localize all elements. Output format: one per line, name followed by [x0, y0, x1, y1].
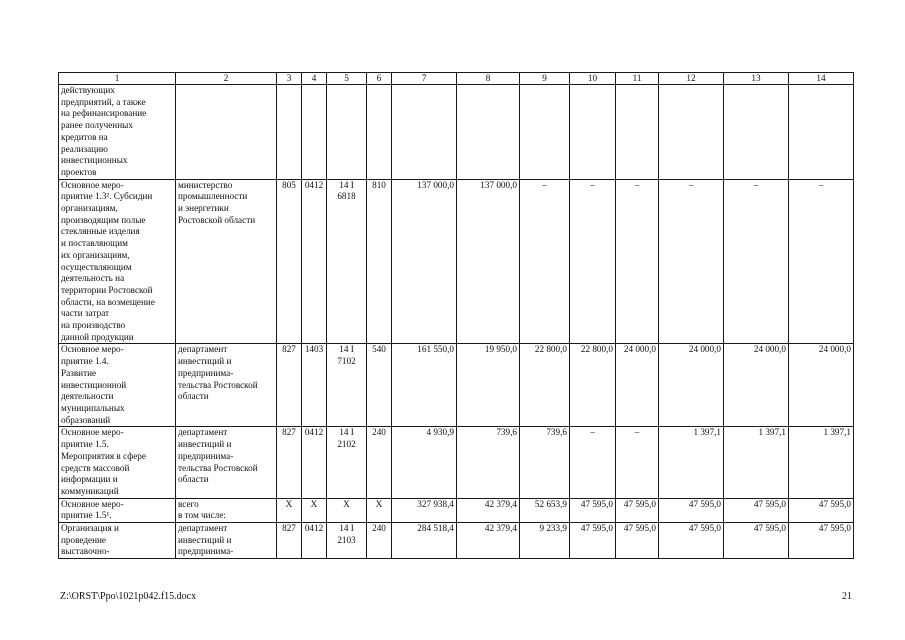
column-header: 9: [520, 73, 570, 85]
cell: 24 000,0: [789, 344, 854, 427]
cell: [616, 85, 659, 180]
cell: 0412: [302, 523, 327, 559]
column-header: 14: [789, 73, 854, 85]
column-header: 8: [457, 73, 520, 85]
cell: 1 397,1: [789, 427, 854, 498]
cell: [392, 85, 457, 180]
cell: 827: [277, 427, 302, 498]
measure-name: Основное меро- приятие 1.3². Субсидии организациям, производящим полые стеклянные изделия и поставляющим их организациям, осуществляющим деятельность на территории Ростовской области, на возмещение части затрат на производство данной продукции: [59, 179, 176, 344]
cell: –: [659, 179, 724, 344]
cell: 22 800,0: [520, 344, 570, 427]
cell: 805: [277, 179, 302, 344]
cell: [302, 85, 327, 180]
cell: 47 595,0: [789, 523, 854, 559]
measure-name: Основное меро- приятие 1.4. Развитие инвестиционной деятельности муниципальных образований: [59, 344, 176, 427]
cell: 22 800,0: [570, 344, 616, 427]
executor: министерство промышленности и энергетики Ростовской области: [176, 179, 277, 344]
cell: 739,6: [520, 427, 570, 498]
cell: –: [520, 179, 570, 344]
table-row: [59, 523, 854, 559]
column-header: 3: [277, 73, 302, 85]
cell: 9 233,9: [520, 523, 570, 559]
column-number-row: [59, 73, 854, 85]
cell: [659, 85, 724, 180]
cell: 0412: [302, 427, 327, 498]
column-header: 13: [724, 73, 789, 85]
page-number: 21: [842, 591, 852, 602]
measure-name: Основное меро- приятие 1.5¹.: [59, 498, 176, 522]
cell: 52 653,9: [520, 498, 570, 522]
cell: –: [789, 179, 854, 344]
cell: 14 I 2102: [327, 427, 367, 498]
column-header: 10: [570, 73, 616, 85]
column-header: 11: [616, 73, 659, 85]
cell: Х: [302, 498, 327, 522]
cell: [277, 85, 302, 180]
cell: 1 397,1: [659, 427, 724, 498]
table-row: [59, 179, 854, 344]
cell: [457, 85, 520, 180]
cell: Х: [367, 498, 392, 522]
measure-name: действующих предприятий, а также на рефинансирование ранее полученных кредитов на реализацию инвестиционных проектов: [59, 85, 176, 180]
cell: 137 000,0: [457, 179, 520, 344]
cell: 14 I 2103: [327, 523, 367, 559]
cell: 47 595,0: [659, 523, 724, 559]
cell: 24 000,0: [724, 344, 789, 427]
cell: 284 518,4: [392, 523, 457, 559]
executor: всего в том числе:: [176, 498, 277, 522]
cell: –: [570, 179, 616, 344]
cell: –: [724, 179, 789, 344]
cell: [520, 85, 570, 180]
column-header: 1: [59, 73, 176, 85]
cell: 14 I 7102: [327, 344, 367, 427]
cell: Х: [327, 498, 367, 522]
cell: 810: [367, 179, 392, 344]
cell: [327, 85, 367, 180]
cell: 0412: [302, 179, 327, 344]
cell: 137 000,0: [392, 179, 457, 344]
executor: департамент инвестиций и предпринима- тельства Ростовской области: [176, 344, 277, 427]
table-row: [59, 85, 854, 180]
cell: 47 595,0: [789, 498, 854, 522]
table-row: [59, 498, 854, 522]
executor: департамент инвестиций и предпринима- тельства Ростовской области: [176, 427, 277, 498]
cell: 24 000,0: [659, 344, 724, 427]
cell: 739,6: [457, 427, 520, 498]
cell: 47 595,0: [570, 498, 616, 522]
cell: 42 379,4: [457, 498, 520, 522]
column-header: 7: [392, 73, 457, 85]
table-row: [59, 344, 854, 427]
cell: 240: [367, 523, 392, 559]
column-header: 5: [327, 73, 367, 85]
cell: 827: [277, 523, 302, 559]
cell: –: [616, 179, 659, 344]
column-header: 2: [176, 73, 277, 85]
cell: 47 595,0: [616, 498, 659, 522]
cell: 42 379,4: [457, 523, 520, 559]
cell: –: [616, 427, 659, 498]
cell: 47 595,0: [570, 523, 616, 559]
cell: –: [570, 427, 616, 498]
executor: [176, 85, 277, 180]
cell: 47 595,0: [724, 498, 789, 522]
cell: Х: [277, 498, 302, 522]
cell: 327 938,4: [392, 498, 457, 522]
cell: [570, 85, 616, 180]
cell: [789, 85, 854, 180]
budget-table: [58, 72, 854, 559]
cell: [367, 85, 392, 180]
cell: 47 595,0: [616, 523, 659, 559]
measure-name: Основное меро- приятие 1.5. Мероприятия в сфере средств массовой информации и коммуникаций: [59, 427, 176, 498]
cell: 19 950,0: [457, 344, 520, 427]
column-header: 6: [367, 73, 392, 85]
cell: 540: [367, 344, 392, 427]
file-path-footer: Z:\ORST\Ppo\1021p042.f15.docx: [60, 591, 197, 602]
table-row: [59, 427, 854, 498]
column-header: 4: [302, 73, 327, 85]
cell: 24 000,0: [616, 344, 659, 427]
cell: 1 397,1: [724, 427, 789, 498]
cell: 827: [277, 344, 302, 427]
cell: 4 930,9: [392, 427, 457, 498]
cell: 14 I 6818: [327, 179, 367, 344]
cell: [724, 85, 789, 180]
cell: 47 595,0: [659, 498, 724, 522]
cell: 161 550,0: [392, 344, 457, 427]
cell: 240: [367, 427, 392, 498]
cell: 47 595,0: [724, 523, 789, 559]
executor: департамент инвестиций и предпринима-: [176, 523, 277, 559]
cell: 1403: [302, 344, 327, 427]
measure-name: Организация и проведение выставочно-: [59, 523, 176, 559]
column-header: 12: [659, 73, 724, 85]
